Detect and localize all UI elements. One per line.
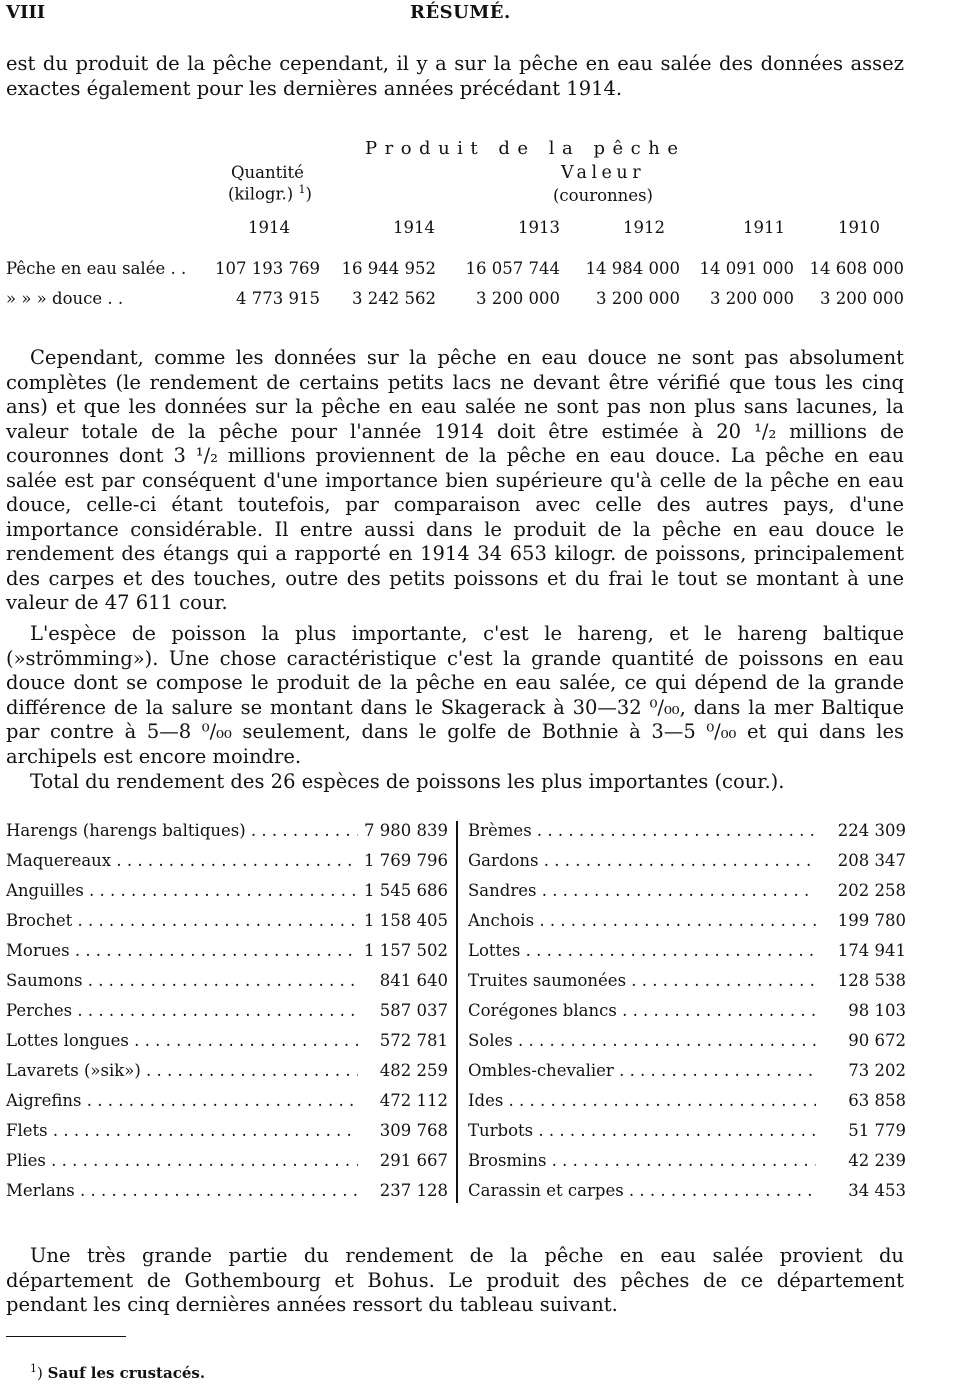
species-row: Gardons . . . 208 347 [468,846,906,876]
table-cell: 14 091 000 [699,259,794,278]
species-row: Ombles-chevalier . . . 73 202 [468,1056,906,1086]
paragraph-value-estimate: Cependant, comme les données sur la pêche en eau douce ne sont pas absolument complètes (le rendement de certains petits lacs ne devant être vérifié que tous les cinq ans) et que les données sur la pêche en eau salée ne sont pas non plus sans lacunes, la valeur totale de la pêche pour l'année 1914 doit être estimée à 20 ¹/₂ millions de couronnes dont 3 ¹/₂ millions proviennent de la pêche en eau douce. La pêche en eau salée est par conséquent d'une importance bien supérieure qu'à celle de la pêche en eau douce, celle-ci étant toutefois, par comparaison avec celle des autres pays, d'une importance considérable. Il entre aussi dans le produit de la pêche en eau douce le rendement des étangs qui a rapporté en 1914 34 653 kilogr. de poissons, principalement des carpes et des touches, outre des petits poissons et du frai le tout se montant à une valeur de 47 611 cour. [6,346,904,614]
table-cell: 4 773 915 [236,289,320,308]
species-row: Lottes . . . 174 941 [468,936,906,966]
year-header: 1911 [743,218,785,237]
species-row: Lavarets (»sik») . . . 482 259 [6,1056,448,1086]
intro-paragraph: est du produit de la pêche cependant, il y a sur la pêche en eau salée des données assez exactes également pour les dernières années précédant 1914. [6,52,904,100]
species-row: Ides . . . 63 858 [468,1086,906,1116]
year-header: 1910 [838,218,880,237]
species-row: Anguilles . . . 1 545 686 [6,876,448,906]
species-row: Morues . . . 1 157 502 [6,936,448,966]
species-table-caption: Total du rendement des 26 espèces de poissons les plus importantes (cour.). [30,770,785,793]
running-title: RÉSUMÉ. [410,2,511,23]
species-row: Plies . . . 291 667 [6,1146,448,1176]
species-row: Lottes longues . . . 572 781 [6,1026,448,1056]
page-number: VIII [6,2,46,23]
species-row: Sandres . . . 202 258 [468,876,906,906]
table-cell: 3 200 000 [596,289,680,308]
species-row: Turbots . . . 51 779 [468,1116,906,1146]
value-unit: (couronnes) [553,186,653,205]
column-divider [456,821,458,1203]
row-label: Pêche en eau salée . . [6,259,187,278]
footnote: $^1$) Sauf les crustacés. [30,1362,206,1382]
table-cell: 107 193 769 [215,259,320,278]
table-cell: 3 200 000 [820,289,904,308]
species-row: Brochet . . . 1 158 405 [6,906,448,936]
table-cell: 16 057 744 [465,259,560,278]
year-header: 1914 [248,218,290,237]
species-row: Carassin et carpes . . . 34 453 [468,1176,906,1206]
table-cell: 3 200 000 [710,289,794,308]
species-row: Maquereaux . . . 1 769 796 [6,846,448,876]
species-row: Soles . . . 90 672 [468,1026,906,1056]
species-row: Merlans . . . 237 128 [6,1176,448,1206]
table-cell: 3 200 000 [476,289,560,308]
production-table-title: Produit de la pêche [365,138,686,159]
species-row: Corégones blancs . . . 98 103 [468,996,906,1026]
row-label: » » » douce . . [6,289,124,308]
year-header: 1912 [623,218,665,237]
species-row: Brèmes . . . 224 309 [468,816,906,846]
species-row: Truites saumonées . . . 128 538 [468,966,906,996]
species-row: Anchois . . . 199 780 [468,906,906,936]
quantity-unit: (kilogr.) $^1$) [228,183,312,204]
year-header: 1913 [518,218,560,237]
paragraph-gothembourg: Une très grande partie du rendement de la pêche en eau salée provient du département de Gothembourg et Bohus. Le produit des pêches de ce département pendant les cinq dernières années ressort du tableau suivant. [6,1244,904,1316]
year-header: 1914 [393,218,435,237]
table-cell: 14 608 000 [809,259,904,278]
paragraph-herring: L'espèce de poisson la plus importante, c'est le hareng, et le hareng baltique (»strömming»). Une chose caractéristique c'est la grande quantité de poissons en eau douce dont se compose le produit de la pêche en eau salée, ce qui dépend de la grande différence de la salure se montant dans le Skagerack à 30—32 ⁰/₀₀, dans la mer Baltique par contre à 5—8 ⁰/₀₀ seulement, dans le golfe de Bothnie à 3—5 ⁰/₀₀ et qui dans les archipels est encore moindre. [6,622,904,768]
table-cell: 16 944 952 [341,259,436,278]
species-row: Saumons . . . 841 640 [6,966,448,996]
value-header: Valeur [561,163,646,183]
table-cell: 3 242 562 [352,289,436,308]
species-row: Brosmins . . . 42 239 [468,1146,906,1176]
species-row: Perches . . . 587 037 [6,996,448,1026]
table-cell: 14 984 000 [585,259,680,278]
species-row: Aigrefins . . . 472 112 [6,1086,448,1116]
species-row: Flets . . . 309 768 [6,1116,448,1146]
quantity-header: Quantité [231,163,304,182]
species-row: Harengs (harengs baltiques) . . . 7 980 839 [6,816,448,846]
footnote-rule [6,1336,126,1337]
